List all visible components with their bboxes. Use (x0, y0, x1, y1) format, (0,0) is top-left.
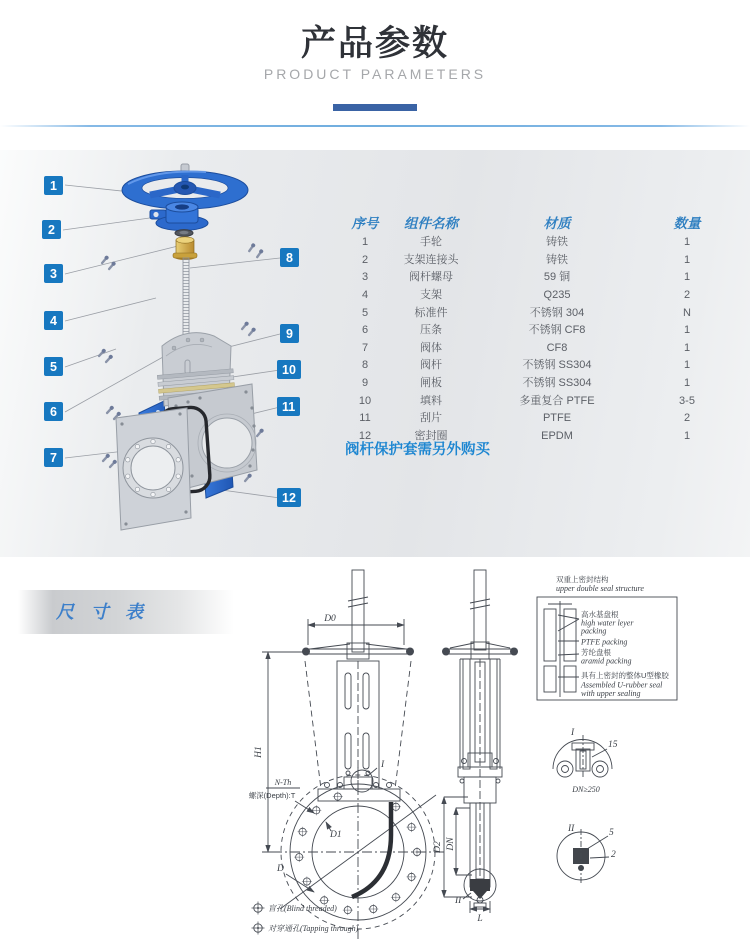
cell-no: 4 (361, 289, 369, 302)
cell-name: 阀杆 (420, 359, 442, 372)
table-row (345, 287, 737, 305)
cell-qty: 3-5 (679, 394, 695, 407)
front-body-half-part (116, 408, 191, 530)
parts-table (345, 210, 737, 445)
cell-name: 支架 (420, 289, 442, 302)
table-row (345, 375, 737, 393)
cell-material: EPDM (541, 429, 573, 442)
cell-qty: 1 (683, 341, 691, 354)
page-subtitle: PRODUCT PARAMETERS (263, 66, 487, 82)
col-material: 材质 (543, 216, 571, 231)
side-callout-ii: II (455, 896, 462, 906)
cell-no: 6 (361, 324, 369, 337)
cell-name: 标准件 (414, 306, 448, 319)
packing3-cn: 芳纶盘根 (581, 648, 611, 657)
front-callout-i: I (381, 760, 385, 770)
dim-nth-label: N-Th (274, 778, 292, 787)
dim-dn-label: DN (446, 837, 456, 851)
seal-title-en: upper double seal structure (556, 584, 644, 593)
legend-blind: 盲孔(Blind threaded) (268, 904, 337, 913)
cell-qty: 2 (683, 412, 691, 425)
cell-no: 11 (359, 412, 371, 425)
table-header-row (345, 210, 737, 234)
callout-10: 10 (277, 360, 301, 379)
stem-nut-part (173, 237, 197, 260)
cell-material: 铸铁 (546, 236, 568, 249)
cell-no: 1 (361, 236, 369, 249)
dim-d-label: D (277, 864, 284, 874)
dim-depth-label: 螺深(Depth):T (248, 791, 296, 800)
packing3-en: aramid packing (581, 656, 632, 666)
cell-qty: N (683, 306, 691, 319)
cell-name: 阀杆螺母 (409, 271, 453, 284)
blind-hole-icon (252, 902, 265, 915)
cell-name: 刮片 (420, 412, 442, 425)
seal-en2: with upper sealing (581, 689, 641, 698)
cell-name: 密封圈 (414, 429, 448, 442)
cell-material: 铸铁 (546, 253, 568, 266)
dim-l-label: L (477, 914, 483, 924)
cell-no: 5 (361, 306, 369, 319)
table-row (345, 304, 737, 322)
cell-material: 不锈钢 SS304 (522, 377, 592, 390)
cell-name: 阀体 (420, 341, 442, 354)
cell-qty: 1 (683, 377, 691, 390)
cell-name: 压条 (420, 324, 442, 337)
detail-i-drawing (553, 728, 618, 794)
cell-material: 不锈钢 SS304 (522, 359, 592, 372)
detail-ii-drawing (557, 824, 616, 883)
cell-material: Q235 (543, 289, 571, 302)
cell-no: 12 (358, 429, 372, 442)
callout-2: 2 (42, 220, 61, 239)
table-row (345, 252, 737, 270)
header-divider-line (0, 125, 750, 127)
cell-material: 多重复合 PTFE (519, 394, 595, 407)
packing1-en1: high water leyer (581, 618, 634, 628)
stem-cover-note: 阀杆保护套需另外购买 (345, 442, 490, 458)
page-title: 产品参数 (300, 24, 449, 63)
detail-ii-dim-top: 5 (609, 828, 614, 838)
callout-4: 4 (44, 311, 63, 330)
technical-drawings-svg (0, 557, 750, 952)
detail-i-condition: DN≥250 (572, 785, 600, 794)
table-row (345, 322, 737, 340)
cell-no: 9 (361, 377, 369, 390)
seal-en1: Assembled U-rubber seal (581, 680, 663, 690)
cell-name: 支架连接头 (403, 253, 459, 266)
cell-material: 59 铜 (543, 271, 571, 284)
through-hole-icon (252, 922, 265, 935)
callout-9: 9 (280, 324, 299, 343)
legend-through: 对穿通孔(Tapping through) (268, 924, 359, 933)
cell-material: CF8 (546, 341, 568, 354)
title-accent-bar (333, 104, 417, 111)
cell-qty: 1 (683, 271, 691, 284)
seal-title-cn: 双重上密封结构 (556, 575, 609, 584)
detail-ii-dim-right: 2 (611, 850, 616, 860)
cell-name: 手轮 (420, 236, 442, 249)
dim-d1-label: D1 (330, 830, 342, 840)
side-view-drawing (433, 570, 518, 924)
cell-material: 不锈钢 304 (529, 306, 585, 319)
cell-material: PTFE (542, 412, 572, 425)
banner-label: 尺 寸 表 (56, 602, 149, 622)
cell-qty: 1 (683, 236, 691, 249)
cell-no: 7 (361, 341, 369, 354)
callout-11: 11 (277, 397, 300, 416)
table-row (345, 340, 737, 358)
cell-qty: 1 (683, 429, 691, 442)
col-no: 序号 (351, 216, 379, 231)
cell-no: 3 (361, 271, 369, 284)
table-row (345, 410, 737, 428)
table-row (345, 392, 737, 410)
packing1-en2: packing (581, 626, 607, 636)
callout-1: 1 (44, 176, 63, 195)
cell-name: 填料 (420, 394, 442, 407)
callout-3: 3 (44, 264, 63, 283)
cell-qty: 1 (683, 324, 691, 337)
callout-5: 5 (44, 357, 63, 376)
dim-h1-label: H1 (254, 746, 264, 758)
washer-part (175, 230, 193, 237)
dim-d0-label: D0 (324, 614, 336, 624)
col-name: 组件名称 (404, 216, 458, 231)
callout-12: 12 (277, 488, 301, 507)
callout-7: 7 (44, 448, 63, 467)
dim-d2-label: D2 (433, 841, 443, 853)
seal-structure-detail (537, 574, 677, 700)
cell-qty: 2 (683, 289, 691, 302)
packing1-cn: 高水基盘根 (581, 610, 619, 619)
front-view-drawing (249, 570, 444, 939)
table-row (345, 357, 737, 375)
packing2-en: PTFE packing (581, 637, 628, 647)
table-row (345, 234, 737, 252)
detail-i-dim: 15 (608, 740, 618, 750)
cell-name: 闸板 (420, 377, 442, 390)
cell-no: 2 (361, 253, 369, 266)
callout-6: 6 (44, 402, 63, 421)
detail-i-label: I (571, 728, 575, 738)
cell-no: 10 (358, 394, 372, 407)
cell-material: 不锈钢 CF8 (528, 324, 586, 337)
cell-qty: 1 (683, 359, 691, 372)
cell-qty: 1 (683, 253, 691, 266)
cell-no: 8 (361, 359, 369, 372)
seal-cn: 具有上密封的整体U型橡胶 (581, 671, 669, 680)
col-qty: 数量 (673, 216, 701, 231)
callout-8: 8 (280, 248, 299, 267)
detail-ii-label: II (568, 824, 575, 834)
table-row (345, 269, 737, 287)
